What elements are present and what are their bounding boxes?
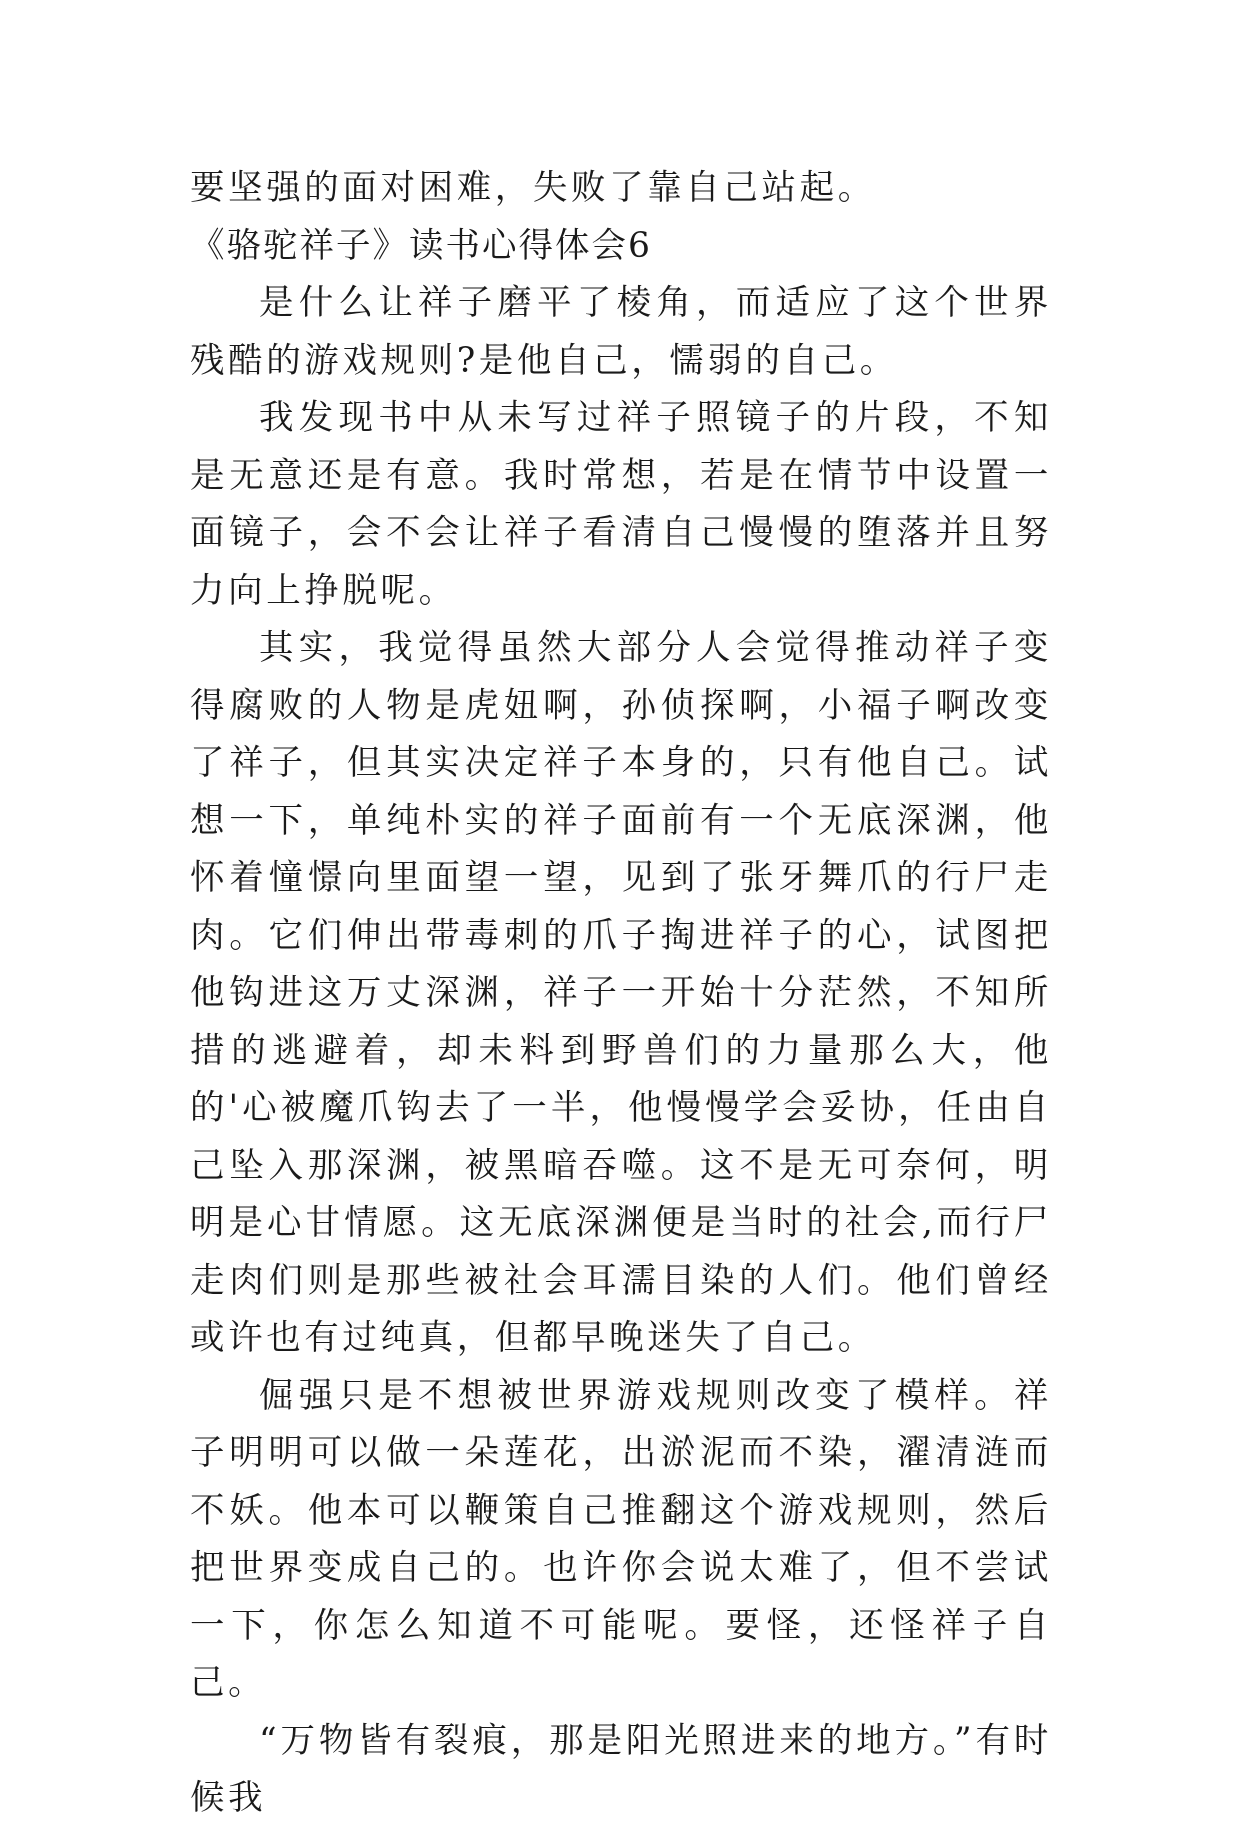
paragraph-4: 倔强只是不想被世界游戏规则改变了模样。祥子明明可以做一朵莲花，出淤泥而不染，濯清涟而不妖。他本可以鞭策自己推翻这个游戏规则，然后把世界变成自己的。也许你会说太难了，但不尝试一下，你怎么知道不可能呢。要怪，还怪祥子自己。 [190,1375,1052,1703]
section-title: 《骆驼祥子》读书心得体会6 [190,225,652,266]
paragraph-5: “万物皆有裂痕，那是阳光照进来的地方。”有时候我 [190,1720,1052,1818]
paragraph-2: 我发现书中从未写过祥子照镜子的片段，不知是无意还是有意。我时常想，若是在情节中设置一面镜子，会不会让祥子看清自己慢慢的堕落并且努力向上挣脱呢。 [190,398,1052,611]
lead-line: 要坚强的面对困难，失败了靠自己站起。 [190,168,876,208]
paragraph-1: 是什么让祥子磨平了棱角，而适应了这个世界残酷的游戏规则?是他自己，懦弱的自己。 [190,283,1052,381]
paragraph-3: 其实，我觉得虽然大部分人会觉得推动祥子变得腐败的人物是虎妞啊，孙侦探啊，小福子啊改变了祥子，但其实决定祥子本身的，只有他自己。试想一下，单纯朴实的祥子面前有一个无底深渊，他怀着憧憬向里面望一望，见到了张牙舞爪的行尸走肉。它们伸出带毒刺的爪子掏进祥子的心，试图把他钩进这万丈深渊，祥子一开始十分茫然，不知所措的逃避着，却未料到野兽们的力量那么大，他的'心被魔爪钩去了一半，他慢慢学会妥协，任由自己坠入那深渊，被黑暗吞噬。这不是无可奈何，明明是心甘情愿。这无底深渊便是当时的社会,而行尸走肉们则是那些被社会耳濡目染的人们。他们曾经或许也有过纯真，但都早晚迷失了自己。 [190,628,1052,1358]
document-body [190,160,1052,1828]
